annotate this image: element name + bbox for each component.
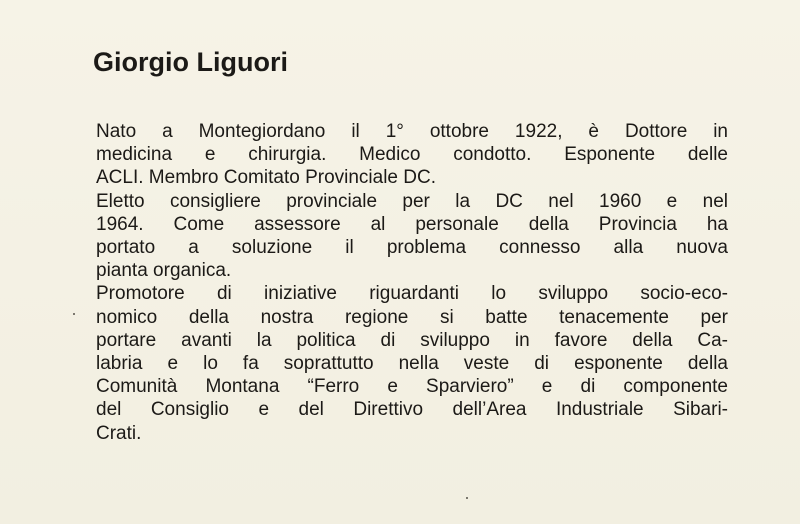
paper-speck (73, 313, 75, 315)
bio-line: nomico della nostra regione si batte tenacemente per (96, 306, 728, 328)
bio-line: del Consiglio e del Direttivo dell’Area Industriale Sibari- (96, 399, 728, 421)
bio-line: Comunità Montana “Ferro e Sparviero” e di componente (96, 376, 728, 398)
bio-line: Eletto consigliere provinciale per la DC nel 1960 e nel (96, 190, 728, 212)
page-title: Giorgio Liguori (93, 47, 288, 77)
bio-line: Promotore di iniziative riguardanti lo sviluppo socio-eco- (96, 283, 728, 305)
bio-line: portare avanti la politica di sviluppo in favore della Ca- (96, 329, 728, 351)
bio-line: labria e lo fa soprattutto nella veste di esponente della (96, 353, 728, 375)
bio-line: Nato a Montegiordano il 1° ottobre 1922, è Dottore in (96, 121, 728, 142)
paper-speck (466, 497, 468, 499)
bio-line: pianta organica. (96, 260, 232, 282)
bio-line: 1964. Come assessore al personale della Provincia ha (96, 213, 728, 235)
bio-line: portato a soluzione il problema connesso alla nuova (96, 237, 728, 259)
bio-line: Crati. (96, 422, 142, 444)
biography-text (96, 120, 736, 445)
bio-line: medicina e chirurgia. Medico condotto. Esponente delle (96, 144, 728, 166)
bio-line: ACLI. Membro Comitato Provinciale DC. (96, 167, 436, 189)
